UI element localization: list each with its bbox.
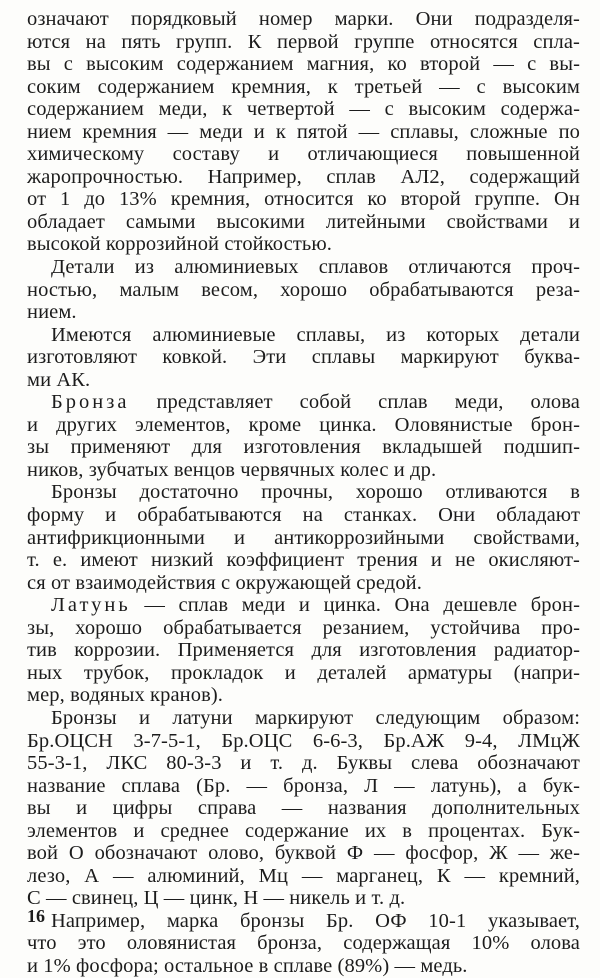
text-line: и 1% фосфора; остальное в сплаве (89%) — медь. (27, 954, 468, 977)
text-line: Имеются алюминиевые сплавы, из которых детали (51, 323, 580, 346)
text-line: содержанием меди, к четвертой — с высоким содержа- (27, 98, 580, 121)
paragraph-aluminum-groups (27, 8, 580, 256)
text-line: форму и обрабатываются на станках. Они обладают (27, 504, 580, 527)
text-line: название сплава (Бр. — бронза, Л — латунь), а бук- (27, 774, 580, 797)
text-line: химическому составу и отличающиеся повышенной (27, 143, 580, 166)
text-line: зы применяют для изготовления вкладышей подшип- (27, 436, 580, 459)
text-line: зы, хорошо обрабатывается резанием, устойчива про- (27, 616, 580, 639)
text-line: от 1 до 13% кремния, относится ко второй группе. Он (27, 188, 580, 211)
term-bronze: Бронза (51, 391, 130, 414)
text-line: лезо, А — алюминий, Мц — марганец, К — кремний, (27, 864, 580, 887)
paragraph-example (27, 910, 580, 978)
text-line: нием. (27, 301, 77, 324)
text-line: высокой коррозийной стойкостью. (27, 233, 332, 256)
text-line (27, 594, 580, 617)
text-line: Бронзы достаточно прочны, хорошо отливаются в (51, 481, 580, 504)
text-line: Бр.ОЦСН 3-7-5-1, Бр.ОЦС 6-6-3, Бр.АЖ 9-4, ЛМцЖ (27, 729, 580, 752)
text-line: тив коррозии. Применяется для изготовления радиатор- (27, 639, 580, 662)
paragraph-bronze (27, 391, 580, 481)
text-line (27, 391, 580, 414)
text-line: элементов и среднее содержание их в процентах. Бук- (27, 819, 580, 842)
text-line: что это оловянистая бронза, содержащая 10% олова (27, 932, 580, 955)
page-number: 16 (27, 906, 45, 926)
term-brass: Латунь (51, 594, 131, 617)
text-line: С — свинец, Ц — цинк, Н — никель и т. д. (27, 887, 406, 910)
text-line: Например, марка бронзы Бр. ОФ 10-1 указывает, (51, 909, 580, 932)
text-run: — сплав меди и цинка. Она дешевле брон- (130, 594, 580, 617)
text-line: ников, зубчатых венцов червячных колес и др. (27, 458, 437, 481)
text-line: соким содержанием кремния, к третьей — с высоким (27, 75, 580, 98)
text-line: изготовляют ковкой. Эти сплавы маркируют буква- (27, 346, 580, 369)
document-page (27, 8, 580, 978)
text-run: представляет собой сплав меди, олова (129, 391, 580, 414)
text-line: и других элементов, кроме цинка. Оловянистые брон- (27, 413, 580, 436)
paragraph-brass (27, 594, 580, 707)
text-line: вы с высоким содержанием магния, ко второй — с вы- (27, 53, 580, 76)
text-line: вой О обозначают олово, буквой Ф — фосфор, Ж — же- (27, 842, 580, 865)
text-line: мер, водяных кранов). (27, 684, 224, 707)
text-line: 55-3-1, ЛКС 80-3-3 и т. д. Буквы слева обозначают (27, 752, 580, 775)
paragraph-aluminum-parts (27, 256, 580, 324)
text-line: Бронзы и латуни маркируют следующим образом: (51, 706, 580, 729)
text-line: жаропрочностью. Например, сплав АЛ2, содержащий (27, 165, 580, 188)
text-line: обладает самыми высокими литейными свойствами и (27, 210, 580, 233)
text-line: т. е. имеют низкий коэффициент трения и не окисляют- (27, 549, 580, 572)
text-line: нием кремния — меди и к пятой — сплавы, сложные по (27, 120, 580, 143)
text-line: ются на пять групп. К первой группе относятся спла- (27, 30, 580, 53)
text-line: ных трубок, прокладок и деталей арматуры (напри- (27, 661, 580, 684)
paragraph-bronze-properties (27, 481, 580, 594)
text-line: означают порядковый номер марки. Они подразделя- (27, 8, 580, 30)
text-line: ми АК. (27, 368, 91, 391)
paragraph-forged-alloys (27, 324, 580, 392)
paragraph-marking (27, 707, 580, 910)
text-line: антифрикционными и антикоррозийными свойствами, (27, 526, 580, 549)
text-line: ся от взаимодействия с окружающей средой. (27, 571, 422, 594)
text-line: вы и цифры справа — названия дополнительных (27, 797, 580, 820)
text-line: Детали из алюминиевых сплавов отличаются проч- (51, 256, 580, 279)
text-line: ностью, малым весом, хорошо обрабатываются реза- (27, 278, 580, 301)
